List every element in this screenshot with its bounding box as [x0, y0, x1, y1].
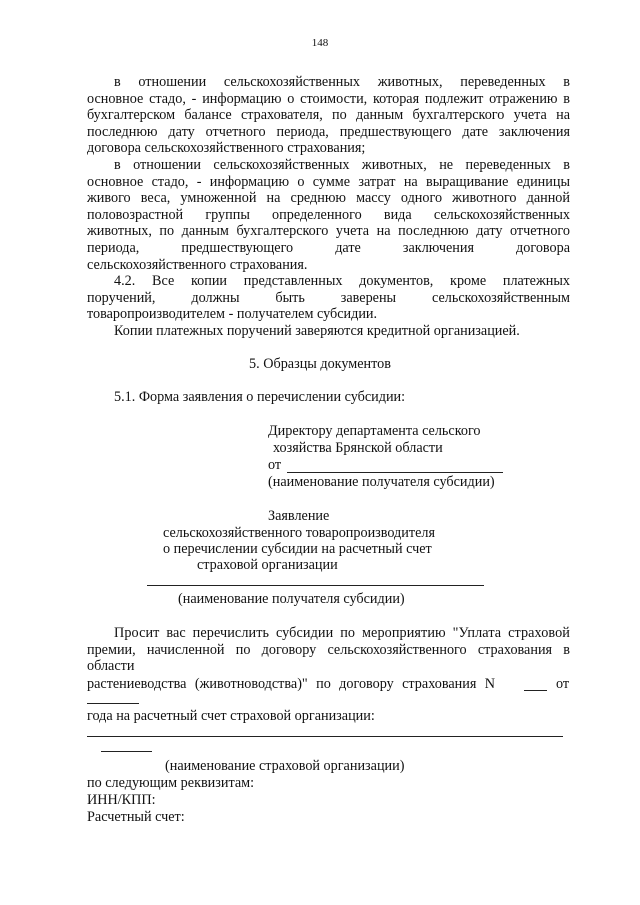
text-line: живого веса, умноженной на среднюю массу одного животного данной — [87, 190, 570, 207]
addressee-line-2: хозяйства Брянской области — [273, 440, 443, 456]
text-line: товаропроизводителем - получателем субсидии. — [87, 306, 378, 323]
from-caption: (наименование получателя субсидии) — [268, 474, 495, 490]
statement-title: Заявление — [268, 508, 330, 524]
page-number: 148 — [311, 37, 329, 49]
contract-number-blank — [524, 690, 547, 691]
text-line: Копии платежных поручений заверяются кредитной организацией. — [114, 323, 520, 339]
insurer-blank-line-2 — [101, 751, 152, 752]
text-line: последнюю дату отчетного периода, предшествующего дате заключения — [87, 123, 570, 140]
insurer-caption: (наименование страховой организации) — [165, 758, 405, 774]
text-line: основное стадо, - информацию о сумме затрат на выращивание единицы — [87, 173, 570, 190]
text-line: Просит вас перечислить субсидии по мероприятию "Уплата страховой — [114, 625, 570, 641]
request-line-4: растениеводства (животноводства)" по договору страхования N — [87, 676, 495, 692]
statement-line-1: сельскохозяйственного товаропроизводителя — [163, 525, 435, 541]
paragraph-4-2 — [87, 273, 570, 323]
paragraph-livestock-not-transferred — [87, 157, 570, 273]
text-line: животных, по данным бухгалтерского учета на последнюю дату отчетного — [87, 223, 570, 240]
text-line: области — [87, 658, 135, 675]
section-title: 5. Образцы документов — [249, 356, 391, 372]
from-blank-line — [287, 472, 503, 473]
text-line: в отношении сельскохозяйственных животных, не переведенных в — [114, 157, 570, 173]
date-blank-line — [87, 703, 139, 704]
request-paragraph — [87, 625, 570, 675]
recipient-caption: (наименование получателя субсидии) — [178, 591, 405, 607]
text-line: премии, начисленной по договору сельскохозяйственного страхования в — [87, 641, 570, 658]
text-line: половозрастной группы определенного вида сельскохозяйственных — [87, 206, 570, 223]
inn-kpp-label: ИНН/КПП: — [87, 792, 156, 808]
text-line: 4.2. Все копии представленных документов, кроме платежных — [114, 273, 570, 289]
text-line: основное стадо, - информацию о стоимости, которая подлежит отражению в — [87, 90, 570, 107]
paragraph-payment-copies — [87, 323, 570, 340]
text-line: бухгалтерском балансе страхователя, по данным бухгалтерского учета на — [87, 107, 570, 124]
from-label: от — [268, 457, 282, 473]
statement-line-2: о перечислении субсидии на расчетный счет — [163, 541, 432, 557]
statement-line-3: страховой организации — [197, 557, 338, 573]
text-line: в отношении сельскохозяйственных животных, переведенных в — [114, 74, 570, 90]
addressee-line-1: Директору департамента сельского — [268, 423, 481, 439]
form-title: 5.1. Форма заявления о перечислении субсидии: — [114, 389, 406, 405]
request-from-label: от — [556, 676, 570, 692]
text-line: договора сельскохозяйственного страхования; — [87, 140, 366, 157]
text-line: поручений, должны быть заверены сельскохозяйственным — [87, 289, 570, 306]
request-line-5: года на расчетный счет страховой организации: — [87, 708, 375, 724]
account-label: Расчетный счет: — [87, 809, 185, 825]
details-intro: по следующим реквизитам: — [87, 775, 255, 791]
recipient-blank-line — [147, 585, 484, 586]
text-line: периода, предшествующего дате заключения договора — [87, 239, 570, 256]
paragraph-livestock-transferred — [87, 74, 570, 157]
insurer-blank-line — [87, 736, 563, 737]
text-line: сельскохозяйственного страхования. — [87, 256, 308, 273]
